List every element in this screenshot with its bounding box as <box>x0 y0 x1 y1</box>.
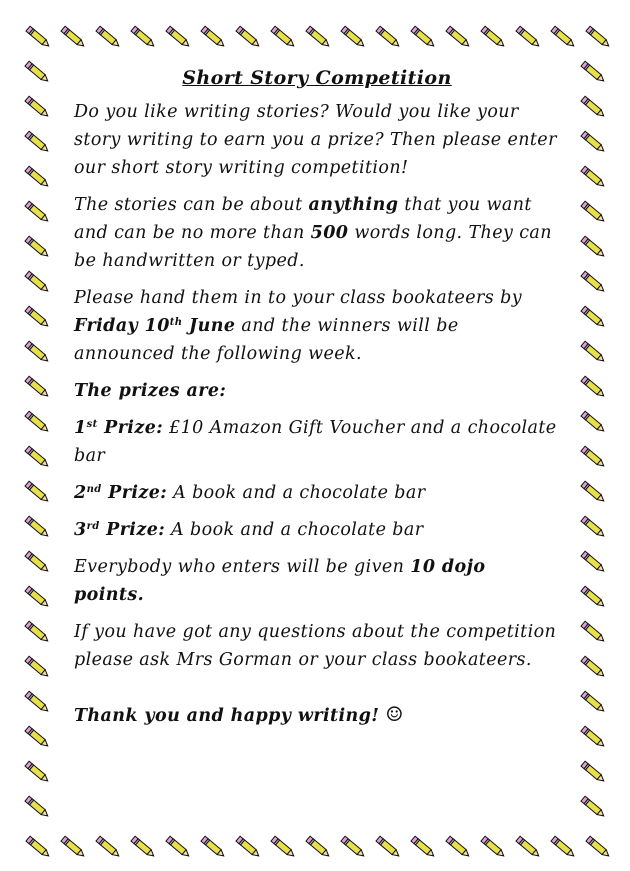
deadline-suffix: th <box>169 317 183 328</box>
closing-text: Thank you and happy writing! <box>74 706 380 726</box>
pencil-icon <box>581 551 606 573</box>
pencil-icon <box>581 796 606 818</box>
prize-second-number: 2 <box>74 483 87 503</box>
pencil-icon <box>581 656 606 678</box>
deadline-text-1: Please hand them in to your class bookateers by <box>74 288 523 308</box>
pencil-icon <box>581 61 606 83</box>
prize-third-suffix: rd <box>86 521 100 532</box>
pencil-icon <box>26 26 51 48</box>
pencil-icon <box>581 201 606 223</box>
pencil-icon <box>131 26 156 48</box>
closing-line <box>74 700 560 730</box>
word-limit: 500 <box>310 223 349 243</box>
pencil-icon <box>551 836 576 858</box>
pencil-icon <box>25 691 50 713</box>
pencil-icon <box>201 836 226 858</box>
pencil-icon <box>581 271 606 293</box>
pencil-icon <box>25 656 50 678</box>
pencil-icon <box>25 96 50 118</box>
pencil-icon <box>25 586 50 608</box>
pencil-icon <box>25 201 50 223</box>
pencil-icon <box>25 516 50 538</box>
prize-second-word: Prize: <box>101 483 168 503</box>
pencil-icon <box>411 836 436 858</box>
pencil-icon <box>201 26 226 48</box>
pencil-icon <box>25 796 50 818</box>
pencil-icon <box>26 836 51 858</box>
prize-third-number: 3 <box>74 520 87 540</box>
pencil-icon <box>446 26 471 48</box>
pencil-icon <box>25 761 50 783</box>
topic-text-3: words long. They can be handwritten or typed. <box>74 223 552 271</box>
pencil-icon <box>581 726 606 748</box>
intro-paragraph: Do you like writing stories? Would you like your story writing to earn you a prize? Then please enter our short story writing competition! <box>74 102 557 178</box>
pencil-icon <box>581 761 606 783</box>
pencil-icon <box>551 26 576 48</box>
deadline-paragraph <box>74 284 560 368</box>
pencil-icon <box>25 236 50 258</box>
prize-first-text: £10 Amazon Gift Voucher and a chocolate bar <box>74 418 557 466</box>
pencil-icon <box>25 621 50 643</box>
pencil-icon <box>271 836 296 858</box>
pencil-icon <box>306 836 331 858</box>
pencil-icon <box>581 586 606 608</box>
pencil-icon <box>446 836 471 858</box>
pencil-icon <box>516 836 541 858</box>
prizes-heading <box>74 377 560 405</box>
pencil-icon <box>306 26 331 48</box>
dojo-points: 10 dojo points. <box>74 557 486 605</box>
pencil-icon <box>236 26 261 48</box>
pencil-icon <box>341 836 366 858</box>
topic-paragraph <box>74 191 560 275</box>
pencil-icon <box>25 411 50 433</box>
pencil-icon <box>581 691 606 713</box>
pencil-icon <box>25 61 50 83</box>
prize-first-number: 1 <box>74 418 87 438</box>
pencil-icon <box>25 551 50 573</box>
pencil-icon <box>131 836 156 858</box>
smiley-face-icon: ☺ <box>385 702 404 726</box>
pencil-icon <box>581 621 606 643</box>
pencil-icon <box>516 26 541 48</box>
prize-third-text: A book and a chocolate bar <box>165 520 424 540</box>
pencil-icon <box>481 26 506 48</box>
dojo-paragraph <box>74 553 560 609</box>
pencil-icon <box>96 26 121 48</box>
pencil-icon <box>25 166 50 188</box>
prize-first-word: Prize: <box>97 418 164 438</box>
topic-text-1: The stories can be about <box>74 195 309 215</box>
pencil-icon <box>25 341 50 363</box>
pencil-icon <box>581 236 606 258</box>
competition-flyer <box>74 64 560 739</box>
pencil-icon <box>96 836 121 858</box>
pencil-icon <box>61 836 86 858</box>
pencil-icon <box>236 836 261 858</box>
pencil-icon <box>581 411 606 433</box>
pencil-icon <box>166 836 191 858</box>
page-title: Short Story Competition <box>182 67 452 89</box>
pencil-icon <box>586 836 611 858</box>
pencil-icon <box>411 26 436 48</box>
pencil-icon <box>481 836 506 858</box>
pencil-icon <box>581 96 606 118</box>
pencil-icon <box>376 26 401 48</box>
dojo-text: Everybody who enters will be given <box>74 557 411 577</box>
pencil-icon <box>166 26 191 48</box>
pencil-icon <box>581 131 606 153</box>
prize-second-text: A book and a chocolate bar <box>167 483 426 503</box>
pencil-icon <box>581 376 606 398</box>
questions-paragraph: If you have got any questions about the competition please ask Mrs Gorman or your class bookateers. <box>74 622 557 670</box>
prize-second-suffix: nd <box>86 484 102 495</box>
prize-third-word: Prize: <box>99 520 166 540</box>
pencil-icon <box>25 481 50 503</box>
pencil-icon <box>581 341 606 363</box>
pencil-icon <box>25 271 50 293</box>
prize-first-label <box>74 418 163 438</box>
pencil-icon <box>581 481 606 503</box>
deadline-month: June <box>182 316 236 336</box>
pencil-icon <box>25 306 50 328</box>
pencil-icon <box>581 446 606 468</box>
prize-third-label <box>74 520 165 540</box>
pencil-icon <box>61 26 86 48</box>
pencil-icon <box>581 306 606 328</box>
pencil-icon <box>581 516 606 538</box>
pencil-icon <box>376 836 401 858</box>
prize-first <box>74 414 560 470</box>
topic-text-2: that you want and can be no more than <box>74 195 532 243</box>
topic-emphasis-anything: anything <box>308 195 399 215</box>
prize-third <box>74 516 560 544</box>
prizes-heading-text: The prizes are: <box>74 381 227 401</box>
deadline-text-2: and the winners will be announced the following week. <box>74 316 459 364</box>
deadline-day: Friday 10 <box>74 316 170 336</box>
prize-second-label <box>74 483 167 503</box>
deadline-date <box>74 316 235 336</box>
prize-second <box>74 479 560 507</box>
pencil-icon <box>581 166 606 188</box>
pencil-icon <box>25 376 50 398</box>
prize-first-suffix: st <box>86 419 98 430</box>
pencil-icon <box>271 26 296 48</box>
pencil-icon <box>25 131 50 153</box>
pencil-icon <box>341 26 366 48</box>
pencil-icon <box>25 726 50 748</box>
pencil-icon <box>586 26 611 48</box>
pencil-icon <box>25 446 50 468</box>
